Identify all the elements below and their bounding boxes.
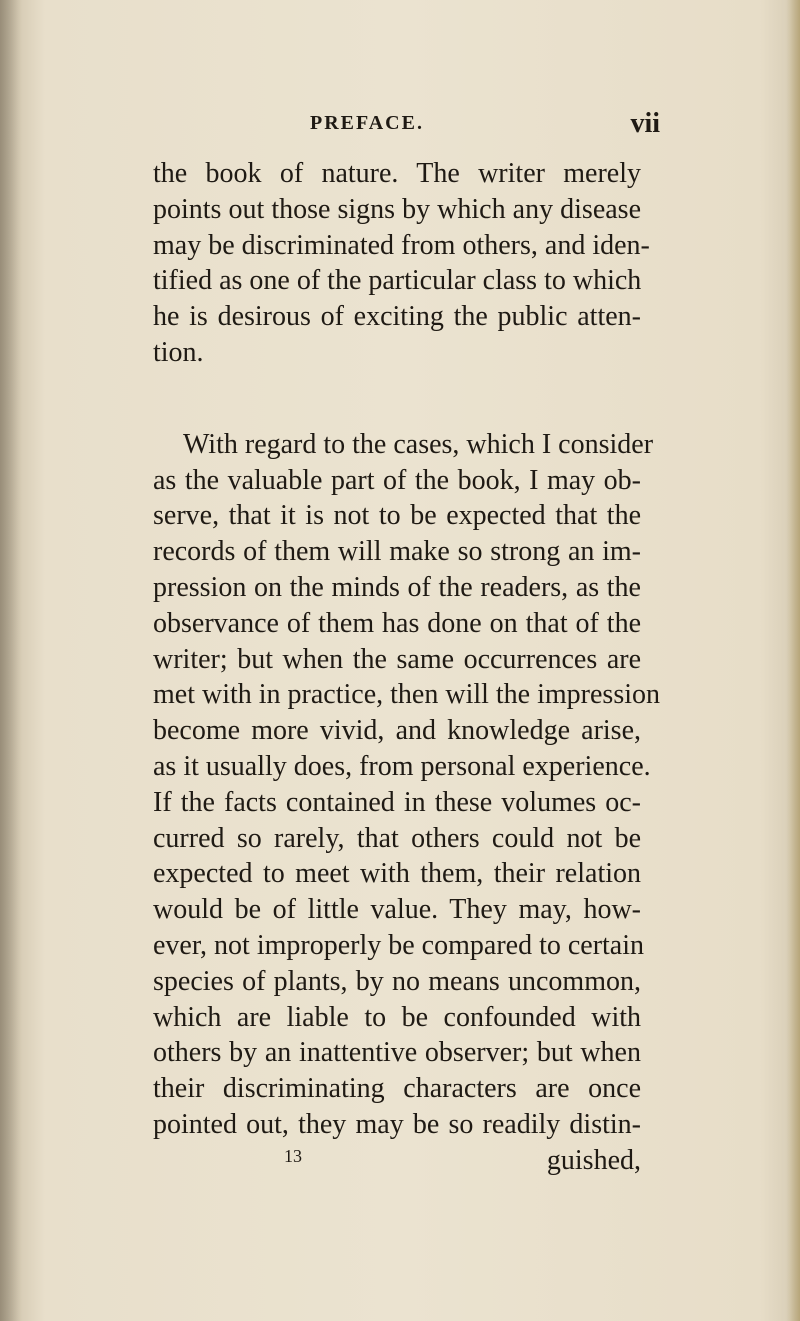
text-line: If the facts contained in these volumes oc-: [153, 786, 641, 818]
text-line: records of them will make so strong an im-: [153, 536, 641, 568]
text-line: serve, that it is not to be expected that the: [153, 500, 641, 532]
text-line: their discriminating characters are once: [153, 1073, 641, 1105]
text-line: others by an inattentive observer; but when: [153, 1037, 641, 1069]
text-line: observance of them has done on that of the: [153, 607, 641, 639]
text-line: tion.: [153, 336, 204, 368]
text-line: would be of little value. They may, how-: [153, 894, 641, 926]
text-line: as it usually does, from personal experience.: [153, 750, 651, 782]
text-line: pointed out, they may be so readily distin-: [153, 1108, 641, 1140]
text-line: tified as one of the particular class to which: [153, 265, 642, 297]
page-footer: [153, 1143, 641, 1179]
page-edge: [786, 0, 800, 1321]
page-header: [300, 108, 660, 142]
signature-mark: 13: [284, 1145, 302, 1166]
text-line: writer; but when the same occurrences are: [153, 643, 641, 675]
binding-shadow: [0, 0, 22, 1321]
text-line: as the valuable part of the book, I may ob-: [153, 464, 641, 496]
text-line: met with in practice, then will the impression: [153, 679, 660, 711]
text-line: may be discriminated from others, and iden-: [153, 229, 650, 261]
text-line: species of plants, by no means uncommon,: [153, 965, 641, 997]
text-line: curred so rarely, that others could not be: [153, 822, 641, 854]
text-line: pression on the minds of the readers, as the: [153, 571, 641, 603]
body-text: [153, 156, 660, 1179]
text-line: ever, not improperly be compared to certain: [153, 929, 645, 961]
page-number: vii: [630, 108, 660, 139]
text-line: the book of nature. The writer merely: [153, 158, 641, 189]
text-line: points out those signs by which any disease: [153, 193, 641, 225]
text-line: he is desirous of exciting the public atten-: [153, 301, 641, 333]
paragraph-gap: [153, 371, 641, 427]
text-line: become more vivid, and knowledge arise,: [153, 715, 641, 747]
text-line: expected to meet with them, their relation: [153, 858, 641, 890]
paragraph-2: [153, 427, 660, 1143]
running-head: PREFACE.: [310, 112, 424, 134]
text-line: With regard to the cases, which I consider: [183, 428, 654, 460]
catchword: guished,: [546, 1144, 641, 1176]
text-line: which are liable to be confounded with: [153, 1001, 641, 1033]
paragraph-1: [153, 156, 650, 371]
